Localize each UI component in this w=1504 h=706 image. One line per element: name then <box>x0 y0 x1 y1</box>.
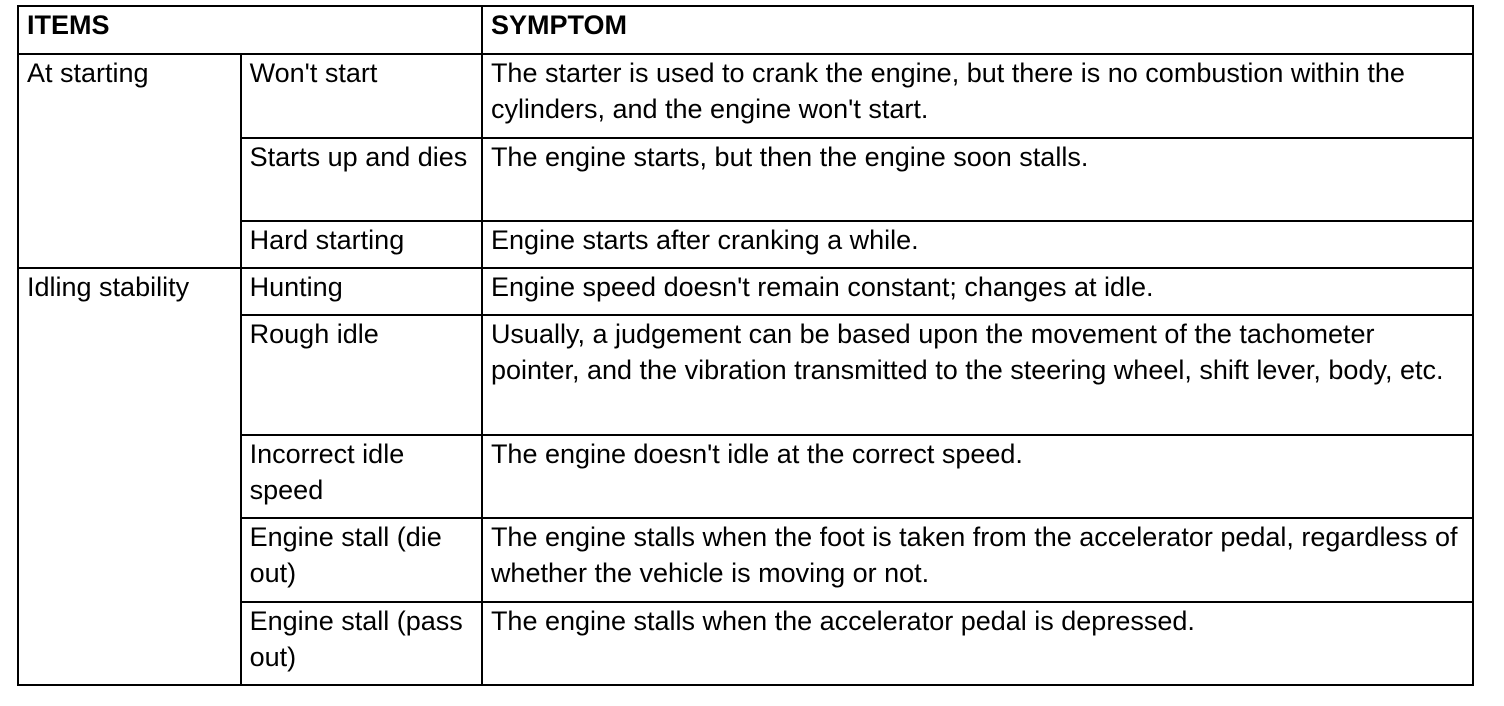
item-cell: Incorrect idle speed <box>241 435 482 518</box>
symptom-cell: Usually, a judgement can be based upon the movement of the tachometer pointer, and the vibration transmitted to the steering wheel, shift lever, body, etc. <box>482 315 1473 435</box>
item-cell: Won't start <box>241 54 482 138</box>
symptom-cell: The engine stalls when the accelerator pedal is depressed. <box>482 602 1473 685</box>
symptom-cell: The engine doesn't idle at the correct speed. <box>482 435 1473 518</box>
symptom-cell: Engine speed doesn't remain constant; changes at idle. <box>482 268 1473 315</box>
symptom-cell: The engine stalls when the foot is taken from the accelerator pedal, regardless of whether the vehicle is moving or not. <box>482 518 1473 602</box>
item-cell: Engine stall (pass out) <box>241 602 482 685</box>
symptom-cell: The engine starts, but then the engine soon stalls. <box>482 138 1473 221</box>
item-cell: Starts up and dies <box>241 138 482 221</box>
header-items: ITEMS <box>18 6 482 54</box>
symptom-table <box>17 5 1474 686</box>
item-cell: Engine stall (die out) <box>241 518 482 602</box>
item-cell: Hunting <box>241 268 482 315</box>
header-row <box>18 6 1473 54</box>
item-cell: Rough idle <box>241 315 482 435</box>
header-symptom: SYMPTOM <box>482 6 1473 54</box>
table-row <box>18 268 1473 315</box>
category-cell: Idling stability <box>18 268 241 685</box>
symptom-cell: The starter is used to crank the engine, but there is no combustion within the cylinders, and the engine won't start. <box>482 54 1473 138</box>
item-cell: Hard starting <box>241 221 482 268</box>
category-cell: At starting <box>18 54 241 268</box>
symptom-cell: Engine starts after cranking a while. <box>482 221 1473 268</box>
table-row <box>18 54 1473 138</box>
